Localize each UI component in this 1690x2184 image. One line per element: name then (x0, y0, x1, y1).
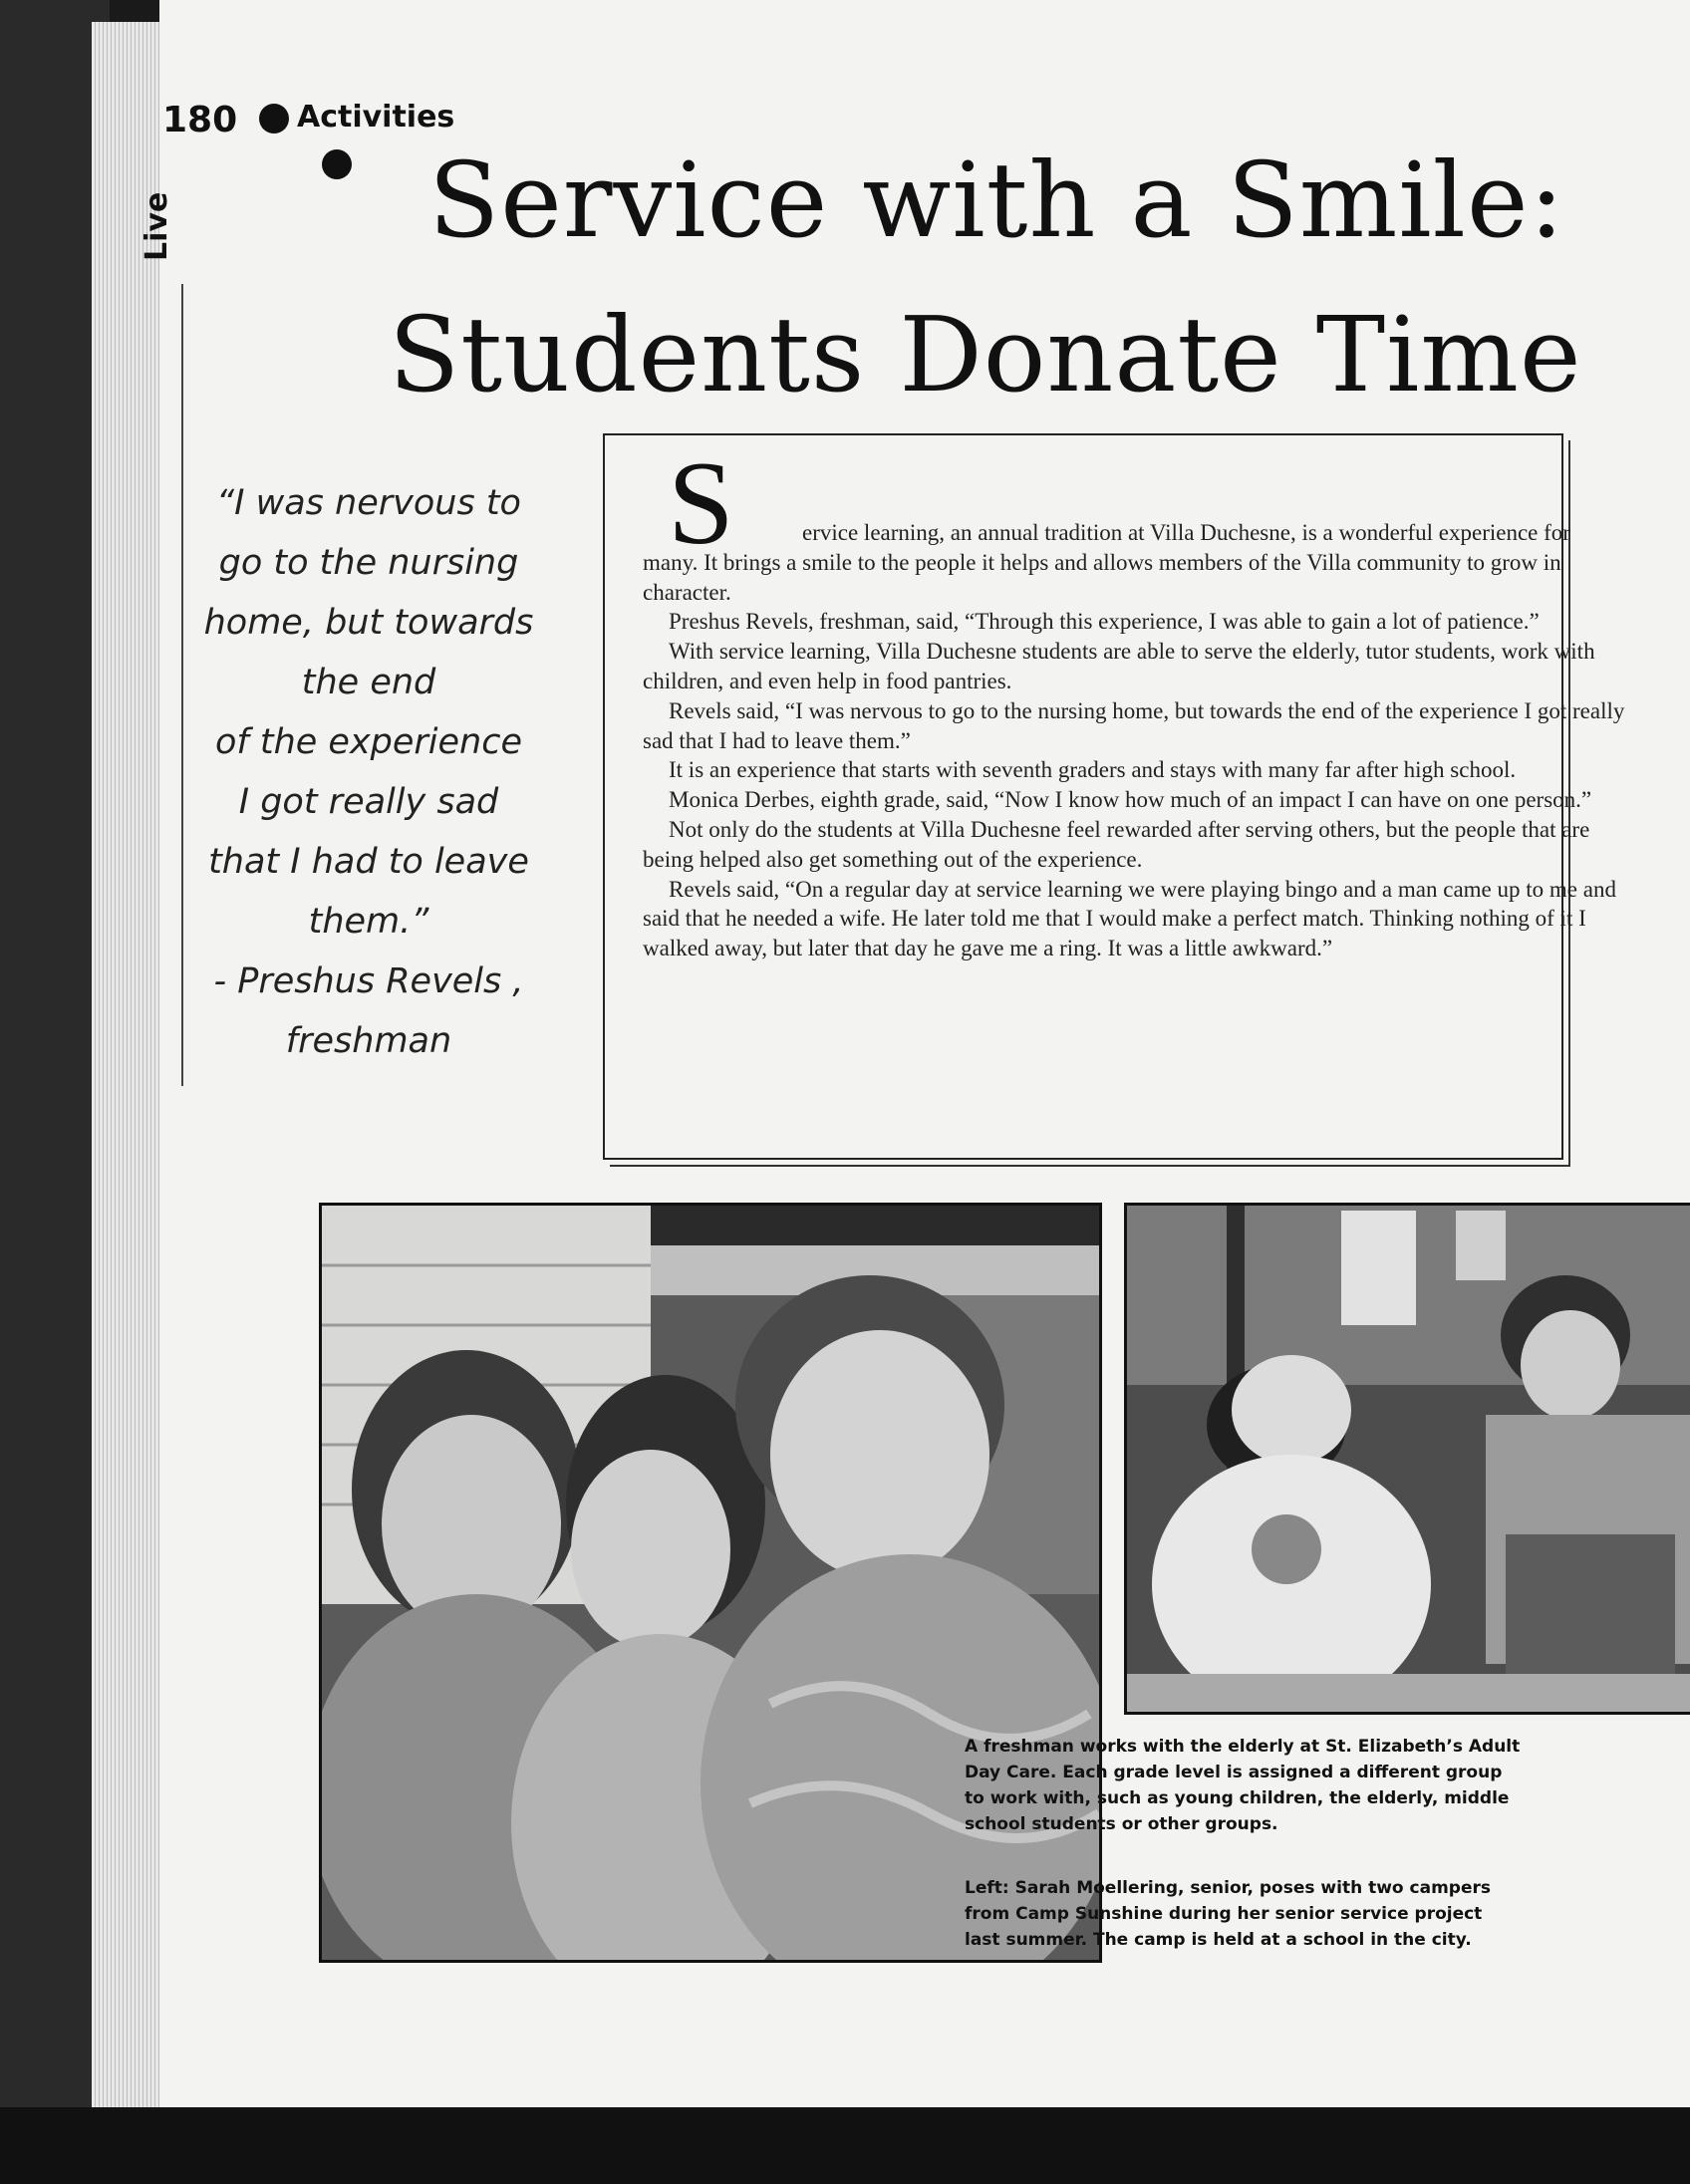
pull-quote: “I was nervous to go to the nursing home, but towards the end of the experience I got really sad that I had to leave them.” - Preshus Revels , freshman (203, 483, 534, 1061)
page-title-line-1: Service with a Smile: (428, 139, 1565, 261)
article-paragraph: Monica Derbes, eighth grade, said, “Now I know how much of an impact I can have on one person.” (669, 787, 1592, 813)
article-paragraph: Revels said, “I was nervous to go to the nursing home, but towards the end of the experience I got really sad that I had to leave them.” (643, 697, 1625, 753)
article-body (643, 518, 1629, 963)
bullet-dot-1 (259, 104, 289, 134)
photo-camp-sunshine (319, 1203, 1102, 1963)
photo-adult-day-care-image (1127, 1206, 1690, 1712)
article-paragraph: Preshus Revels, freshman, said, “Through this experience, I was able to gain a lot of patience.” (669, 609, 1540, 635)
photo-adult-day-care (1124, 1203, 1690, 1715)
caption-adult-day-care: A freshman works with the elderly at St. Elizabeth’s Adult Day Care. Each grade level is assigned a different group to work with, such as young children, the elderly, middle school students or other groups. (965, 1737, 1521, 1834)
caption-camp-sunshine: Left: Sarah Moellering, senior, poses with two campers from Camp Sunshine during her senior service project last summer. The camp is held at a school in the city. (965, 1878, 1491, 1950)
page-number: 180 (162, 100, 238, 140)
article-paragraph: With service learning, Villa Duchesne students are able to serve the elderly, tutor students, work with children, and even help in food pantries. (643, 639, 1595, 693)
bullet-dot-2 (322, 149, 352, 179)
page-edges (92, 22, 161, 2109)
page-title-line-2: Students Donate Time (389, 294, 1582, 415)
section-name: Activities (297, 100, 455, 135)
vertical-section-word: Live (140, 191, 174, 261)
photo-camp-sunshine-image (322, 1206, 1099, 1960)
article-paragraph: It is an experience that starts with seventh graders and stays with many far after high school. (669, 757, 1517, 783)
article-paragraph: Revels said, “On a regular day at service learning we were playing bingo and a man came up to me and said that he needed a wife. He later told me that I would make a perfect match. Thinking nothing of it I walked away, but later that day he gave me a ring. It was a little awkward.” (643, 876, 1616, 961)
bottom-band (0, 2107, 1690, 2184)
article-paragraph: ervice learning, an annual tradition at Villa Duchesne, is a wonderful experience for many. It brings a smile to the people it helps and allows members of the Villa community to grow in character. (643, 520, 1570, 605)
article-paragraph: Not only do the students at Villa Duchesne feel rewarded after serving others, but the people that are being helped also get something out of the experience. (643, 816, 1590, 872)
drop-cap: S (668, 436, 734, 569)
